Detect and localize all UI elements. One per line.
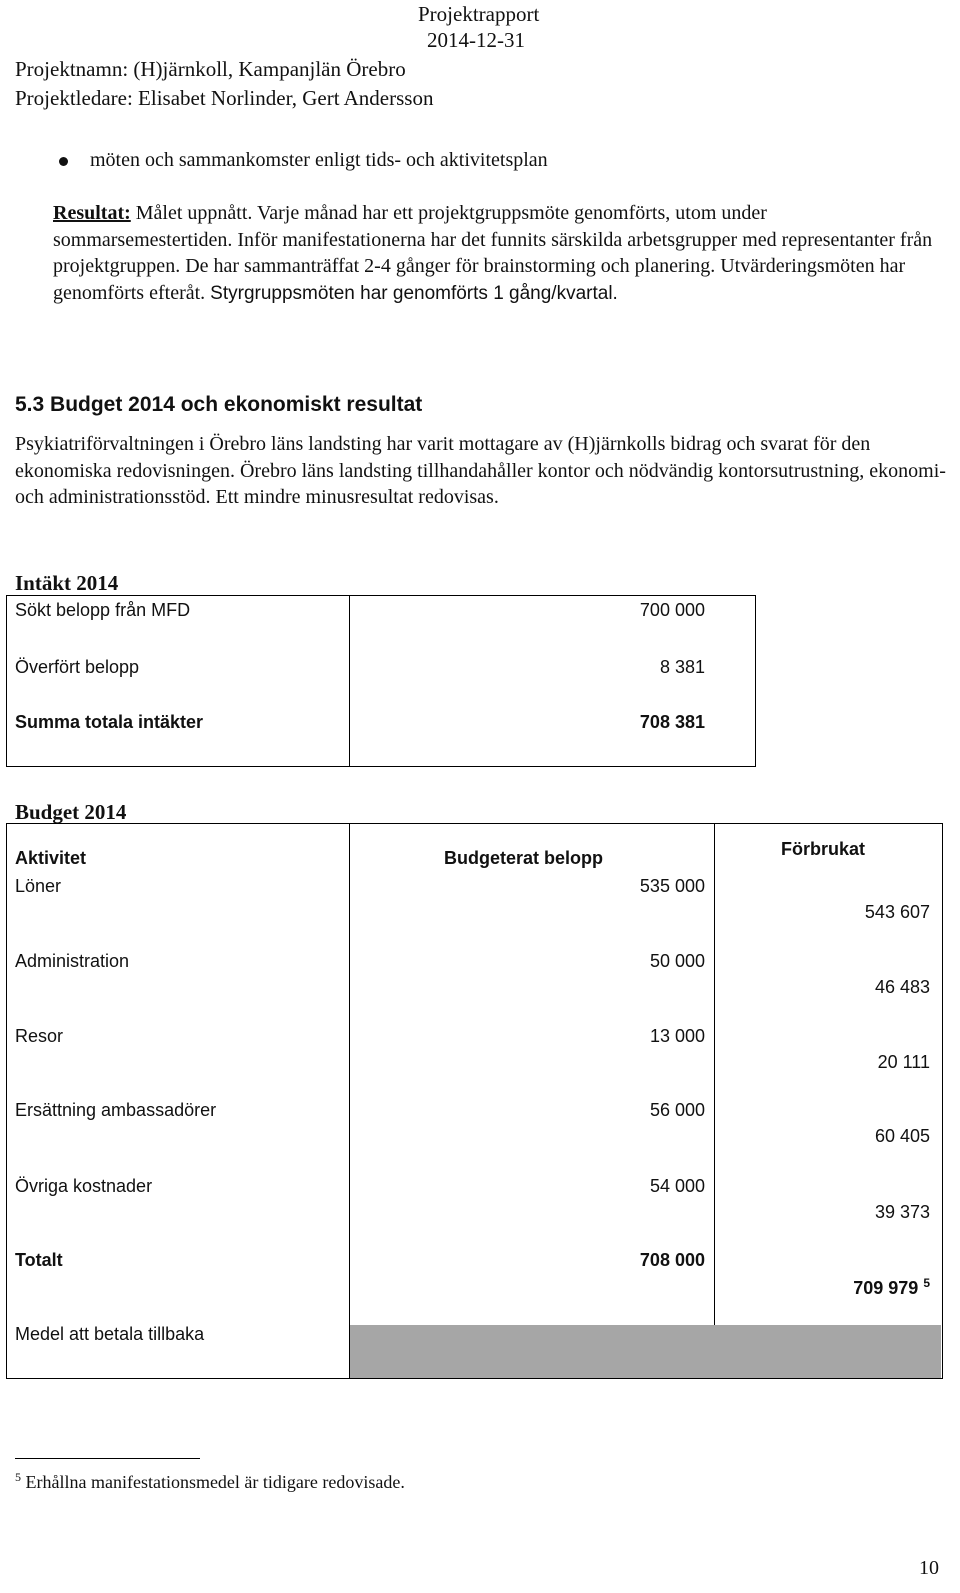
budget-total-spent xyxy=(853,1276,930,1299)
section-paragraph: Psykiatriförvaltningen i Örebro läns landsting har varit mottagare av (H)järnkolls bidrag och svarat för den ekonomiska redovisningen. Örebro läns landsting tillhandahåller kontor och nödvändig kontorsutrustning, ekonomi- och administrationsstöd. Ett mindre minusresultat redovisas. xyxy=(15,433,946,508)
bullet-dot-icon xyxy=(59,157,68,166)
budget-total-activity: Totalt xyxy=(15,1250,63,1270)
budget-table-divider xyxy=(349,823,350,1379)
budget-total-budgeted: 708 000 xyxy=(639,1250,705,1270)
bullet-item: möten och sammankomster enligt tids- och aktivitetsplan xyxy=(90,149,548,171)
budget-header-budgeted: Budgeterat belopp xyxy=(444,848,604,868)
budget-row-activity: Resor xyxy=(15,1026,64,1046)
income-table-divider xyxy=(349,595,350,767)
income-row-label: Överfört belopp xyxy=(15,657,140,677)
report-date: 2014-12-31 xyxy=(427,28,525,52)
budget-title: Budget 2014 xyxy=(15,800,127,824)
footnote-ref: 5 xyxy=(923,1276,930,1290)
budget-row-activity: Administration xyxy=(15,951,130,971)
budget-row-spent: 60 405 xyxy=(874,1126,930,1146)
footnote-separator xyxy=(15,1458,200,1459)
repayment-shaded-cell xyxy=(350,1325,941,1378)
page-number: 10 xyxy=(919,1557,939,1579)
income-total-label: Summa totala intäkter xyxy=(15,712,204,732)
footnote-marker: 5 xyxy=(15,1470,21,1484)
income-total-amount: 708 381 xyxy=(639,712,705,732)
income-row-amount: 700 000 xyxy=(639,600,705,620)
project-name: Projektnamn: (H)järnkoll, Kampanjlän Örebro xyxy=(15,57,406,81)
section-heading: 5.3 Budget 2014 och ekonomiskt resultat xyxy=(15,393,423,416)
budget-row-activity: Medel att betala tillbaka xyxy=(15,1324,205,1344)
budget-header-spent: Förbrukat xyxy=(781,839,866,859)
budget-row-budgeted: 13 000 xyxy=(649,1026,705,1046)
budget-row-activity: Övriga kostnader xyxy=(15,1176,153,1196)
budget-row-activity: Löner xyxy=(15,876,62,896)
budget-row-budgeted: 50 000 xyxy=(649,951,705,971)
income-title: Intäkt 2014 xyxy=(15,571,119,595)
budget-row-spent: 20 111 xyxy=(877,1052,930,1072)
result-paragraph xyxy=(53,200,948,307)
income-row-amount: 8 381 xyxy=(659,657,705,677)
budget-row-spent: 543 607 xyxy=(864,902,930,922)
result-label: Resultat: xyxy=(53,202,131,224)
report-label: Projektrapport xyxy=(418,2,540,26)
footnote-text: Erhållna manifestationsmedel är tidigare redovisade. xyxy=(25,1472,405,1492)
result-text-steering: Styrgruppsmöten har genomförts 1 gång/kvartal. xyxy=(210,282,618,304)
income-row-label: Sökt belopp från MFD xyxy=(15,600,191,620)
result-text: Målet uppnått. Varje månad har ett projektgruppsmöte genomförts, utom under sommarsemestertiden. Inför manifestationerna har det funnits särskilda arbetsgrupper med representanter från projektgruppen. De har sammanträffat 2-4 gånger för brainstorming och planering. Utvärderingsmöten har genomförts efteråt. xyxy=(53,202,933,304)
footnote xyxy=(15,1470,405,1493)
budget-table-divider xyxy=(714,823,715,1379)
budget-row-activity: Ersättning ambassadörer xyxy=(15,1100,217,1120)
budget-row-spent: 46 483 xyxy=(874,977,930,997)
budget-header-activity: Aktivitet xyxy=(15,848,87,868)
budget-row-budgeted: 56 000 xyxy=(649,1100,705,1120)
budget-row-spent: 39 373 xyxy=(874,1202,930,1222)
project-leaders: Projektledare: Elisabet Norlinder, Gert Andersson xyxy=(15,86,434,110)
budget-row-budgeted: 54 000 xyxy=(649,1176,705,1196)
budget-row-budgeted: 535 000 xyxy=(639,876,705,896)
budget-total-spent-value: 709 979 xyxy=(853,1278,919,1298)
